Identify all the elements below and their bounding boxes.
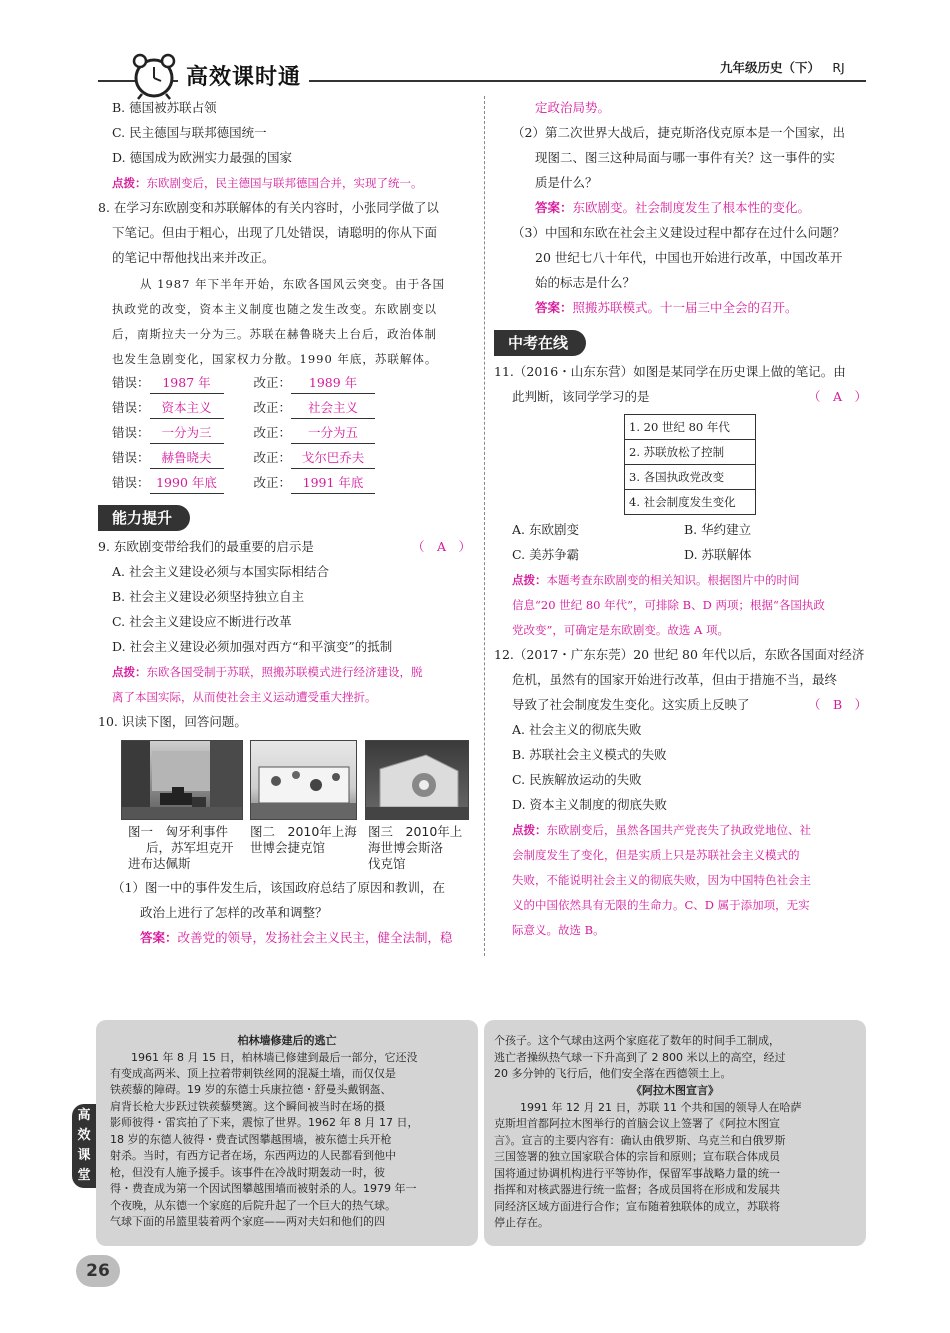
side-tab: 高 效 课 堂	[72, 1104, 96, 1188]
photo-czech-pavilion	[250, 740, 357, 820]
q9-answer: （ A ）	[412, 539, 472, 554]
edition: RJ	[832, 60, 845, 75]
note-line1: 从 1987 年下半年开始，东欧各国风云突变。由于各国	[140, 277, 446, 291]
q11-option: A. 东欧剧变	[512, 522, 579, 537]
q12-answer: （ B ）	[808, 697, 868, 712]
hint-q7: 点拨：东欧剧变后，民主德国与联邦德国合并，实现了统一。	[112, 176, 423, 190]
q10-1-line2: 政治上进行了怎样的改革和调整？	[140, 905, 328, 920]
q9-option: C. 社会主义建设应不断进行改革	[112, 614, 292, 629]
q12-option: B. 苏联社会主义模式的失败	[512, 747, 667, 762]
q11-option: D. 苏联解体	[684, 547, 752, 562]
note-line2: 执政党的改变，资本主义制度也随之发生改变。东欧剧变以	[112, 302, 437, 316]
q12-option: A. 社会主义的彻底失败	[512, 722, 642, 737]
q8-line1: 8. 在学习东欧剧变和苏联解体的有关内容时，小张同学做了以	[98, 200, 439, 215]
answer-q10-3: 答案：照搬苏联模式。十一届三中全会的召开。	[535, 300, 798, 315]
q10-3-line3: 始的标志是什么？	[535, 275, 636, 290]
option-b: B. 德国被苏联占领	[112, 100, 217, 115]
hint-q12-line4: 义的中国依然具有无限的生命力。C、D 属于添加项，无实	[512, 898, 810, 912]
hint-q12-line3: 失败，不能说明社会主义的彻底失败，因为中国特色社会主	[512, 873, 811, 887]
q10-2-line1: （2）第二次世界大战后，捷克斯洛伐克原本是一个国家，出	[512, 125, 845, 140]
answer-q10-1-cont: 定政治局势。	[535, 100, 611, 115]
q11-option: C. 美苏争霸	[512, 547, 580, 562]
note-line3: 后，南斯拉夫一分为三。苏联在赫鲁晓夫上台后，政治体制	[112, 327, 437, 341]
q10-2-line3: 质是什么？	[535, 175, 598, 190]
answer-q10-2: 答案：东欧剧变。社会制度发生了根本性的变化。	[535, 200, 811, 215]
note-line4: 也发生急剧变化，国家权力分散。1990 年底，苏联解体。	[112, 352, 438, 366]
q12-line3: 导致了社会制度发生变化。这实质上反映了	[512, 697, 750, 712]
q10-1-line1: （1）图一中的事件发生后，该国政府总结了原因和教训，在	[112, 880, 445, 895]
option-c: C. 民主德国与联邦德国统一	[112, 125, 267, 140]
q11-line2: 此判断，该同学学习的是	[512, 389, 650, 404]
answer-q10-1: 答案：改善党的领导，发扬社会主义民主，健全法制，稳	[140, 930, 453, 945]
box1-title: 柏林墙修建后的逃亡	[237, 1034, 337, 1047]
caption-figure2: 图二 2010年上海 世博会捷克馆	[250, 824, 357, 855]
correction-row: 错误： 赫鲁晓夫 改正： 戈尔巴乔夫	[112, 448, 375, 469]
q9-option: A. 社会主义建设必须与本国实际相结合	[112, 564, 329, 579]
correction-row: 错误： 1987 年 改正： 1989 年	[112, 373, 375, 394]
q9-stem: 9. 东欧剧变带给我们的最重要的启示是	[98, 539, 314, 554]
hint-q11-line3: 党改变”，可确定是东欧剧变。故选 A 项。	[512, 623, 729, 637]
book-title	[720, 58, 845, 76]
correction-row: 错误： 1990 年底 改正： 1991 年底	[112, 473, 375, 494]
q11-option: B. 华约建立	[684, 522, 752, 537]
hint-q11-line1: 点拨：本题考查东欧剧变的相关知识。根据图片中的时间	[512, 573, 800, 587]
hint-q11-line2: 信息“20 世纪 80 年代”，可排除 B、D 两项；根据“各国执政	[512, 598, 825, 612]
q10-3-line2: 20 世纪七八十年代，中国也开始进行改革，中国改革开	[535, 250, 843, 265]
notes-box	[624, 414, 756, 515]
section-tag-ability: 能力提升	[98, 505, 190, 531]
q12-option: C. 民族解放运动的失败	[512, 772, 642, 787]
option-d: D. 德国成为欧洲实力最强的国家	[112, 150, 293, 165]
q10-3-line1: （3）中国和东欧在社会主义建设过程中都存在过什么问题？	[512, 225, 845, 240]
clock-logo-icon	[130, 52, 178, 100]
q11-answer: （ A ）	[808, 389, 868, 404]
brand-title: 高效课时通	[178, 62, 309, 94]
q8-line2: 下笔记。但由于粗心，出现了几处错误，请聪明的你从下面	[112, 225, 438, 240]
hint-q9-line1: 点拨：东欧各国受制于苏联，照搬苏联模式进行经济建设，脱	[112, 665, 423, 679]
notes-item: 3. 各国执政党改变	[625, 465, 755, 490]
correction-row: 错误： 资本主义 改正： 社会主义	[112, 398, 375, 419]
box2-title: 《阿拉木图宣言》	[631, 1084, 719, 1097]
page-number: 26	[76, 1255, 120, 1287]
hint-q12-line2: 会制度发生了变化，但是实质上只是苏联社会主义模式的	[512, 848, 800, 862]
notes-item: 2. 苏联放松了控制	[625, 440, 755, 465]
q10-stem: 10. 识读下图，回答问题。	[98, 714, 247, 729]
q8-line3: 的笔记中帮他找出来并改正。	[112, 250, 275, 265]
caption-figure3: 图三 2010年上 海世博会斯洛 伐克馆	[368, 824, 463, 871]
hint-q9-line2: 离了本国实际，从而使社会主义运动遭受重大挫折。	[112, 690, 377, 704]
q12-option: D. 资本主义制度的彻底失败	[512, 797, 668, 812]
photo-slovak-pavilion	[365, 740, 469, 820]
section-tag-exam: 中考在线	[494, 330, 586, 356]
caption-figure1: 图一 匈牙利事件 后，苏军坦克开 进布达佩斯	[128, 824, 234, 871]
hint-q12-line5: 际意义。故选 B。	[512, 923, 605, 937]
q12-line1: 12.（2017・广东东莞）20 世纪 80 年代以后，东欧各国面对经济	[494, 647, 865, 662]
correction-row: 错误： 一分为三 改正： 一分为五	[112, 423, 375, 444]
book-name: 九年级历史（下）	[720, 60, 821, 75]
hint-q12-line1: 点拨：东欧剧变后，虽然各国共产党丧失了执政党地位、社	[512, 823, 811, 837]
q12-line2: 危机，虽然有的国家开始进行改革，但由于措施不当，最终	[512, 672, 838, 687]
q11-line1: 11.（2016・山东东营）如图是某同学在历史课上做的笔记。由	[494, 364, 846, 379]
notes-item: 1. 20 世纪 80 年代	[625, 415, 755, 440]
q9-option: D. 社会主义建设必须加强对西方“和平演变”的抵制	[112, 639, 393, 654]
notes-item: 4. 社会制度发生变化	[629, 495, 736, 509]
q10-2-line2: 现图二、图三这种局面与哪一事件有关？这一事件的实	[535, 150, 836, 165]
column-divider	[484, 96, 485, 956]
q9-option: B. 社会主义建设必须坚持独立自主	[112, 589, 305, 604]
photo-budapest-tanks	[121, 740, 243, 820]
